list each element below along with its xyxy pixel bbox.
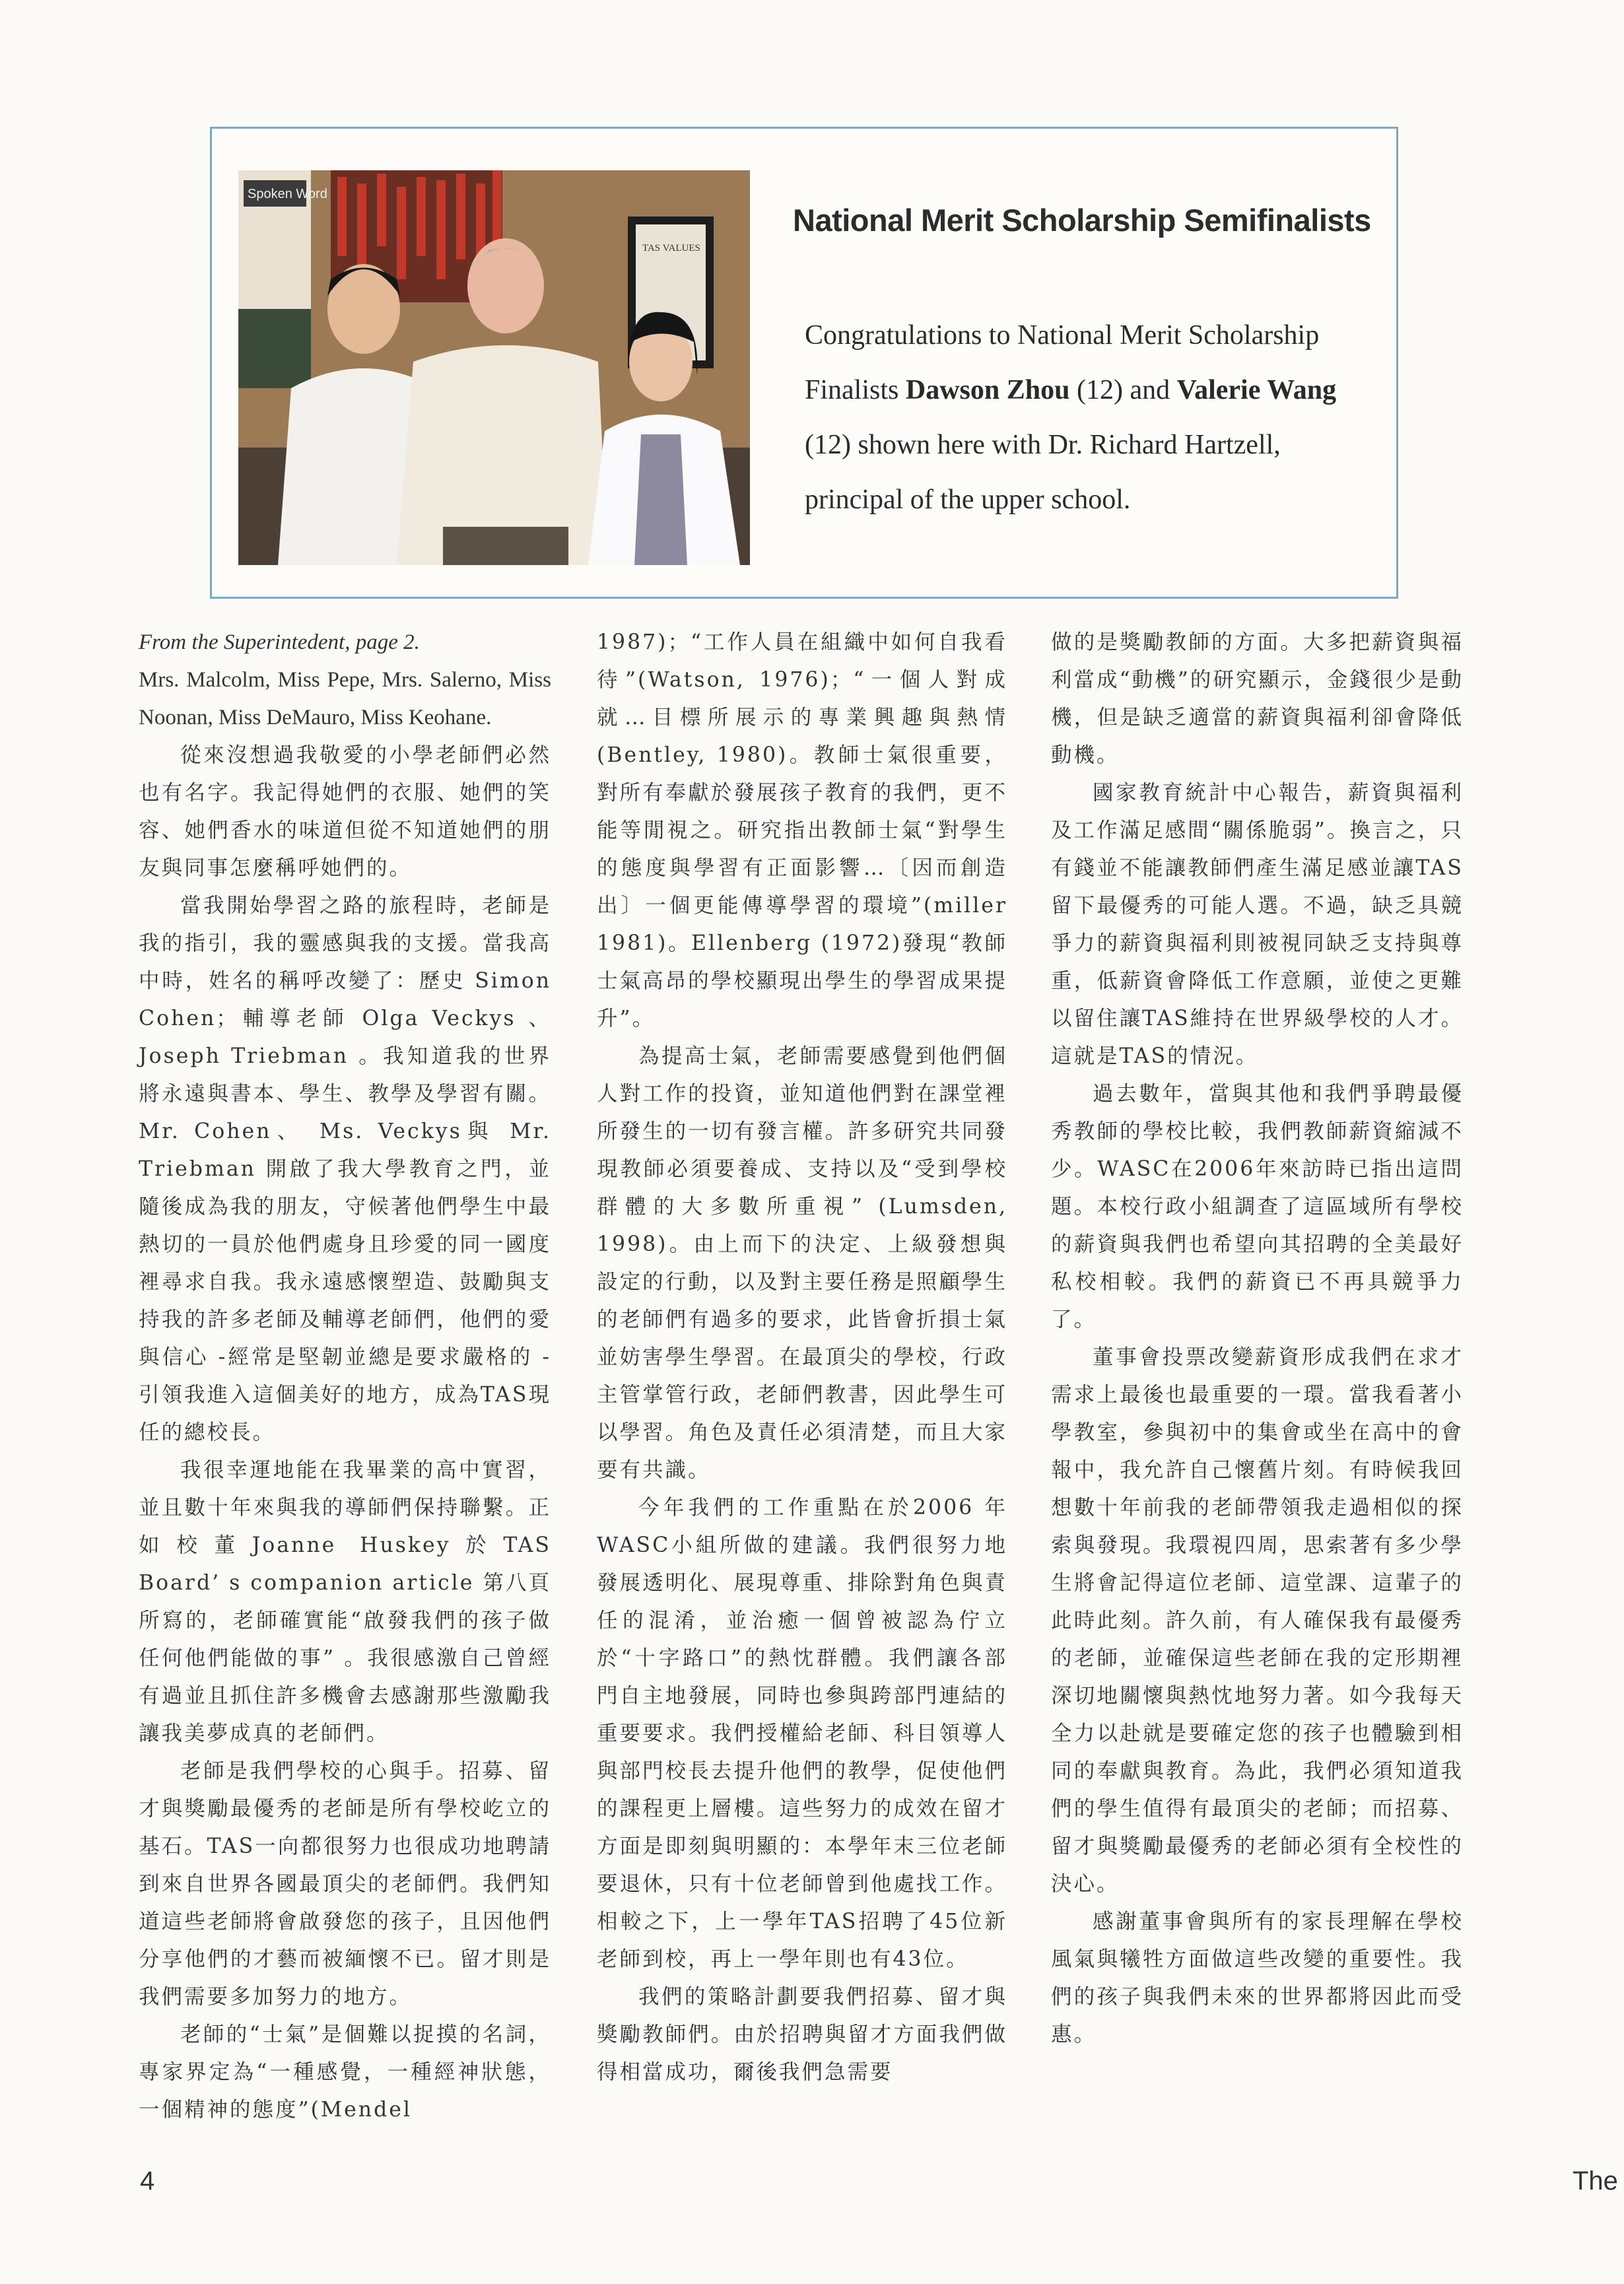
feature-caption (805, 308, 1366, 527)
paragraph: 老師是我們學校的心與手。招募、留才與獎勵最優秀的老師是所有學校屹立的基石。TAS一向都很努力也很成功地聘請到來自世界各國最頂尖的老師們。我們知道這些老師將會啟發您的孩子，且因他們分享他們的才藝而被緬懷不已。留才則是我們需要多加努力的地方。 (139, 1759, 551, 2009)
article-column-1 (139, 624, 551, 2129)
paragraph: 感謝董事會與所有的家長理解在學校風氣與犧牲方面做這些改變的重要性。我們的孩子與我們未來的世界都將因此而受惠。 (1051, 1910, 1464, 2046)
paragraph: Mrs. Malcolm, Miss Pepe, Mrs. Salerno, Miss Noonan, Miss DeMauro, Miss Keohane. (139, 668, 551, 729)
student-name-1: Dawson Zhou (905, 375, 1070, 405)
paragraph: 國家教育統計中心報告，薪資與福利及工作滿足感間“關係脆弱”。換言之，只有錢並不能讓教師們產生滿足感並讓TAS留下最優秀的可能人選。不過，缺乏具競爭力的薪資與福利則被視同缺乏支持與尊重，低薪資會降低工作意願，並使之更難以留住讓TAS維持在世界級學校的人才。這就是TAS的情況。 (1051, 781, 1464, 1068)
student-name-2: Valerie Wang (1176, 375, 1337, 405)
paragraph: 做的是獎勵教師的方面。大多把薪資與福利當成“動機”的研究顯示，金錢很少是動機，但是缺乏適當的薪資與福利卻會降低動機。 (1051, 630, 1464, 767)
paragraph: 今年我們的工作重點在於2006 年WASC小組所做的建議。我們很努力地發展透明化、展現尊重、排除對角色與責任的混淆，並治癒一個曾被認為佇立於“十字路口”的熱忱群體。我們讓各部門自主地發展，同時也參與跨部門連結的重要要求。我們授權給老師、科目領導人與部門校長去提升他們的教學，促使他們的課程更上層樓。這些努力的成效在留才方面是即刻與明顯的：本學年末三位老師要退休，只有十位老師曾到他處找工作。相較之下，上一學年TAS招聘了45位新老師到校，再上一學年則也有43位。 (597, 1496, 1007, 1971)
paragraph: 我很幸運地能在我畢業的高中實習，並且數十年來與我的導師們保持聯繫。正如校董Joanne Huskey於TAS Board’ s companion article 第八頁所寫的，老師確實能“啟發我們的孩子做任何他們能做的事” 。我很感激自己曾經有過並且抓住許多機會去感謝那些激勵我讓我美夢成真的老師們。 (139, 1458, 551, 1745)
group-photo (238, 170, 750, 565)
paragraph: 從來沒想過我敬愛的小學老師們必然也有名字。我記得她們的衣服、她們的笑容、她們香水的味道但從不知道她們的朋友與同事怎麼稱呼她們的。 (139, 743, 551, 880)
paragraph: 過去數年，當與其他和我們爭聘最優秀教師的學校比較，我們教師薪資縮減不少。WASC在2006年來訪時已指出這問題。本校行政小組調查了這區域所有學校的薪資與我們也希望向其招聘的全美最好私校相較。我們的薪資已不再具競爭力了。 (1051, 1082, 1464, 1331)
photo-illustration (238, 170, 750, 565)
page-number: 4 (140, 2166, 155, 2196)
paragraph: 為提高士氣，老師需要感覺到他們個人對工作的投資，並知道他們對在課堂裡所發生的一切有發言權。許多研究共同發現教師必須要養成、支持以及“受到學校群體的大多數所重視” (Lumsden, 1998)。由上而下的決定、上級發想與設定的行動，以及對主要任務是照顧學生的老師們有過多的要求，此皆會折損士氣並妨害學生學習。在最頂尖的學校，行政主管掌管行政，老師們教書，因此學生可以學習。角色及責任必須清楚，而且大家要有共識。 (597, 1044, 1007, 1482)
article-column-3 (1051, 624, 1464, 2054)
banner-text: Spoken Word (248, 187, 327, 201)
paragraph: 1987)；“工作人員在組織中如何自我看待”(Watson, 1976)；“一個人對成就…目標所展示的專業興趣與熱情 (Bentley, 1980)。教師士氣很重要，對所有奉獻於發展孩子教育的我們，更不能等閒視之。研究指出教師士氣“對學生的態度與學習有正面影響…〔因而創造出〕一個更能傳導學習的環境”(miller 1981)。Ellenberg (1972)發現“教師士氣高昂的學校顯現出學生的學習成果提升”。 (597, 630, 1007, 1030)
caption-tail: (12) shown here with Dr. Richard Hartzell, principal of the upper school. (805, 430, 1281, 515)
feature-box (210, 127, 1398, 599)
paragraph: 我們的策略計劃要我們招募、留才與獎勵教師們。由於招聘與留才方面我們做得相當成功，爾後我們急需要 (597, 1985, 1007, 2084)
continued-from-line: From the Superintedent, page 2. (139, 630, 420, 654)
running-footer: The (1573, 2166, 1618, 2196)
caption-mid: (12) and (1069, 375, 1177, 405)
article-column-2 (597, 624, 1007, 2091)
paragraph: 董事會投票改變薪資形成我們在求才需求上最後也最重要的一環。當我看著小學教室，參與初中的集會或坐在高中的會報中，我允許自己懷舊片刻。有時候我回想數十年前我的老師帶領我走過相似的探索與發現。我環視四周，思索著有多少學生將會記得這位老師、這堂課、這輩子的此時此刻。許久前，有人確保我有最優秀的老師，並確保這些老師在我的定形期裡深切地關懷與熱忱地努力著。如今我每天全力以赴就是要確定您的孩子也體驗到相同的奉獻與教育。為此，我們必須知道我們的學生值得有最頂尖的老師；而招募、留才與獎勵最優秀的老師必須有全校性的決心。 (1051, 1345, 1464, 1896)
paragraph: 當我開始學習之路的旅程時，老師是我的指引，我的靈感與我的支援。當我高中時，姓名的稱呼改變了：歷史 Simon Cohen；輔導老師 Olga Veckys 、Joseph Triebman 。我知道我的世界將永遠與書本、學生、教學及學習有關。Mr. Cohen、 Ms. Veckys與 Mr. Triebman 開啟了我大學教育之門，並隨後成為我的朋友，守候著他們學生中最熱切的一員於他們處身且珍愛的同一國度裡尋求自我。我永遠感懷塑造、鼓勵與支持我的許多老師及輔導老師們，他們的愛與信心 -經常是堅韌並總是要求嚴格的 -引領我進入這個美好的地方，成為TAS現任的總校長。 (139, 894, 551, 1444)
feature-title: National Merit Scholarship Semifinalists (793, 203, 1371, 238)
caption-lead: Congratulations to National Merit Scholarship Finalists (805, 320, 1320, 405)
sign-text: TAS VALUES (642, 243, 700, 253)
paragraph: 老師的“士氣”是個難以捉摸的名詞，專家界定為“一種感覺，一種經神狀態，一個精神的態度”(Mendel (139, 2023, 551, 2122)
